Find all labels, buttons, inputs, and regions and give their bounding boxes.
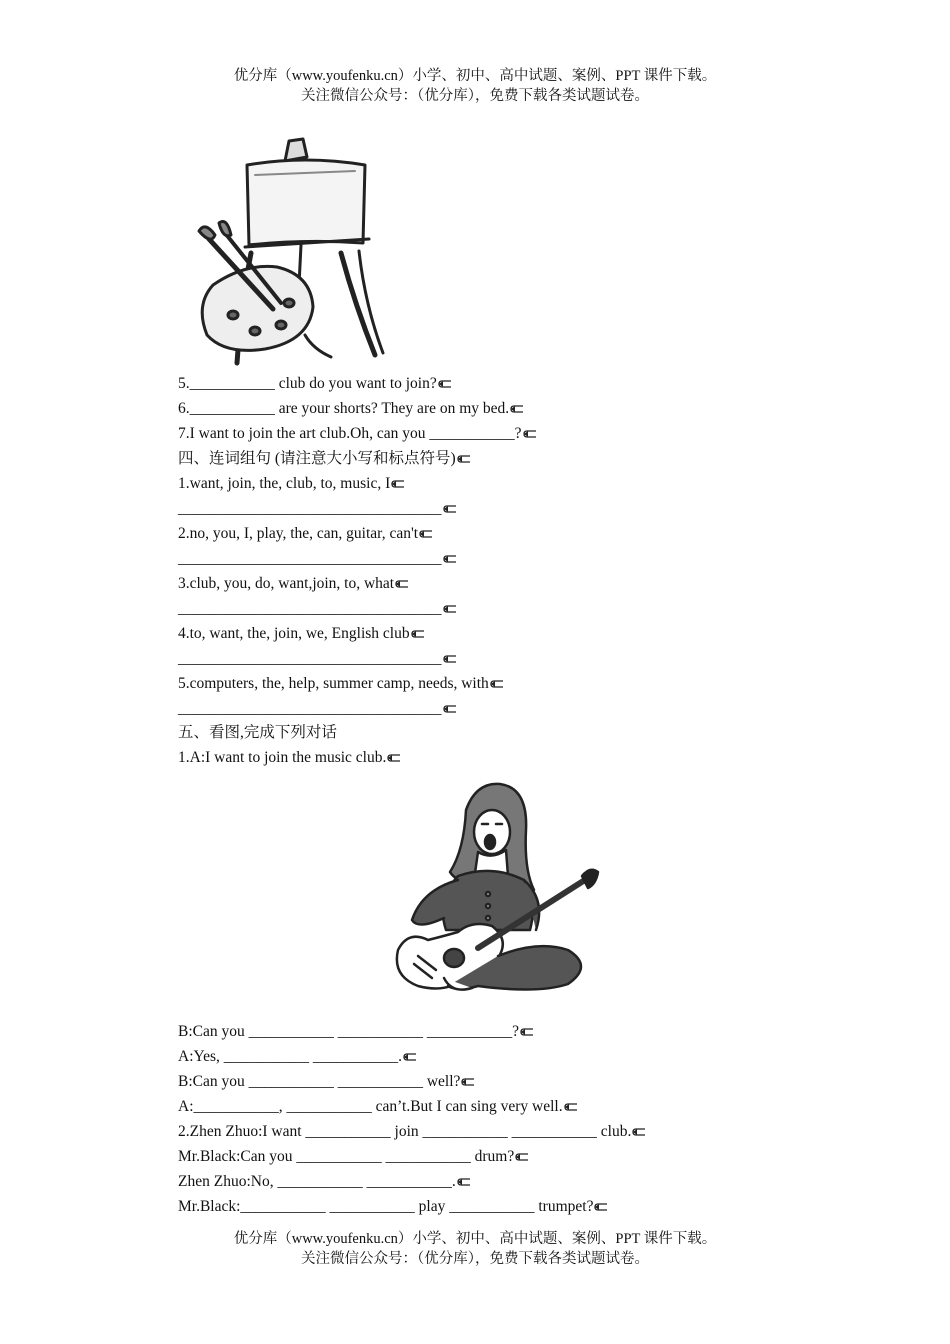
dialogue-2-b [178,1147,529,1167]
line-text: 4.to, want, the, join, we, English club [178,625,410,642]
return-arrow-icon [632,1127,646,1137]
line-text: 四、连词组句 (请注意大小写和标点符号) [178,450,456,467]
line-text: Zhen Zhuo:No, ___________ ___________. [178,1173,456,1190]
return-arrow-icon [403,1052,417,1062]
return-arrow-icon [510,404,524,414]
return-arrow-icon [411,629,425,639]
answer-line-4 [178,649,457,669]
line-text: 7.I want to join the art club.Oh, can you ___________? [178,425,522,442]
sentence-1-words [178,474,405,494]
line-text: A:___________, ___________ can’t.But I can sing very well. [178,1098,563,1115]
return-arrow-icon [443,604,457,614]
answer-line-5 [178,699,457,719]
line-text: B:Can you ___________ ___________ ___________? [178,1023,519,1040]
line-text: __________________________________ [178,700,442,717]
line-text: Mr.Black:Can you ___________ ___________ drum? [178,1148,515,1165]
return-arrow-icon [520,1027,534,1037]
return-arrow-icon [419,529,433,539]
line-text: __________________________________ [178,600,442,617]
dialogue-1-c [178,1047,417,1067]
return-arrow-icon [387,753,401,763]
return-arrow-icon [391,479,405,489]
line-text: __________________________________ [178,550,442,567]
dialogue-1-d [178,1072,475,1092]
dialogue-2-c [178,1172,471,1192]
line-text: 5.___________ club do you want to join? [178,375,437,392]
dialogue-2-d [178,1197,608,1217]
line-text: 1.A:I want to join the music club. [178,749,387,766]
return-arrow-icon [457,454,471,464]
return-arrow-icon [395,579,409,589]
dialogue-2-a [178,1122,646,1142]
page-header [0,66,950,106]
return-arrow-icon [457,1177,471,1187]
girl-guitar-image [388,780,600,1002]
section-4-heading [178,449,471,469]
return-arrow-icon [523,429,537,439]
footer-line-1: 优分库（www.youfenku.cn）小学、初中、高中试题、案例、PPT 课件下载。 [233,1231,717,1247]
dialogue-1-e [178,1097,578,1117]
answer-line-2 [178,549,457,569]
return-arrow-icon [443,554,457,564]
return-arrow-icon [438,379,452,389]
line-text: 1.want, join, the, club, to, music, I [178,475,391,492]
page-footer [0,1229,950,1269]
line-text: __________________________________ [178,500,442,517]
line-text: B:Can you ___________ ___________ well? [178,1073,461,1090]
line-text: 2.no, you, I, play, the, can, guitar, can't [178,525,419,542]
line-text: 3.club, you, do, want,join, to, what [178,575,395,592]
art-easel-image [185,135,385,367]
line-text: 6.___________ are your shorts? They are on my bed. [178,400,510,417]
answer-line-1 [178,499,457,519]
return-arrow-icon [461,1077,475,1087]
line-text: 5.computers, the, help, summer camp, needs, with [178,675,489,692]
question-6 [178,399,524,419]
header-line-2: 关注微信公众号：（优分库），免费下载各类试题试卷。 [301,88,649,104]
question-7 [178,424,537,444]
dialogue-1-b [178,1022,534,1042]
line-text: __________________________________ [178,650,442,667]
header-line-1: 优分库（www.youfenku.cn）小学、初中、高中试题、案例、PPT 课件下载。 [233,68,717,84]
line-text: 2.Zhen Zhuo:I want ___________ join ___________ ___________ club. [178,1123,632,1140]
footer-line-2: 关注微信公众号：（优分库），免费下载各类试题试卷。 [301,1251,649,1267]
return-arrow-icon [564,1102,578,1112]
return-arrow-icon [443,704,457,714]
sentence-3-words [178,574,409,594]
sentence-5-words [178,674,504,694]
return-arrow-icon [515,1152,529,1162]
section-5-heading [178,723,337,743]
dialogue-1-a [178,748,401,768]
question-5 [178,374,452,394]
return-arrow-icon [490,679,504,689]
sentence-2-words [178,524,433,544]
line-text: 五、看图,完成下列对话 [178,724,337,741]
return-arrow-icon [443,504,457,514]
line-text: A:Yes, ___________ ___________. [178,1048,403,1065]
return-arrow-icon [594,1202,608,1212]
return-arrow-icon [443,654,457,664]
line-text: Mr.Black:___________ ___________ play ___________ trumpet? [178,1198,594,1215]
answer-line-3 [178,599,457,619]
sentence-4-words [178,624,425,644]
